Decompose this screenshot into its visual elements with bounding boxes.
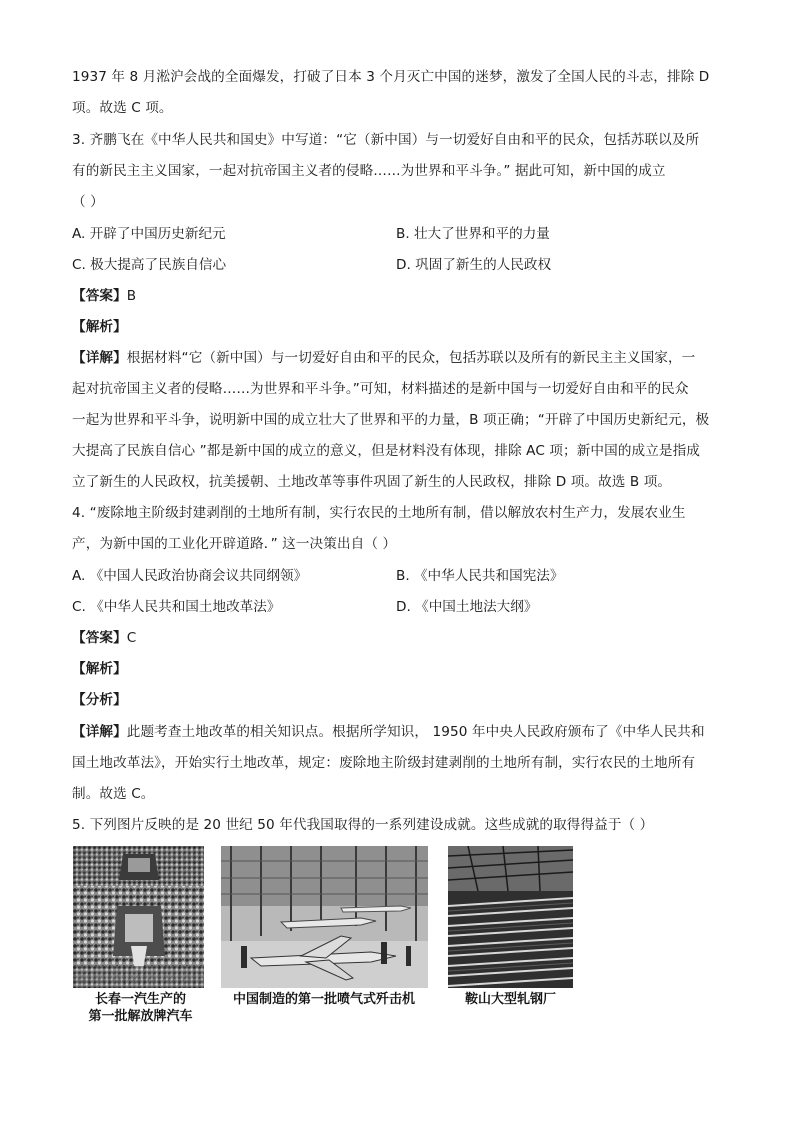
q3-option-b: B. 壮大了世界和平的力量	[396, 226, 550, 242]
photo-caption	[216, 991, 432, 1008]
detail-text: 国土地改革法》，开始实行土地改革，规定：废除地主阶级封建剥削的土地所有制，实行农民的土地所有	[72, 755, 696, 771]
photo-caption	[73, 991, 208, 1025]
caption-line: 长春一汽生产的	[94, 992, 186, 1007]
detail-text: 此题考查土地改革的相关知识点。根据所学知识， 1950 年中央人民政府颁布了《中华人民共和	[126, 724, 705, 740]
detail-text: 起对抗帝国主义者的侵略……为世界和平斗争。”可知，材料描述的是新中国与一切爱好自由和平的民众	[72, 381, 689, 397]
q3-option-a: A. 开辟了中国历史新纪元	[72, 226, 226, 242]
jet-photo-image	[221, 846, 428, 988]
question-4-stem: 产，为新中国的工业化开辟道路．” 这一决策出自（ ）	[72, 536, 397, 552]
detail-text: 立了新生的人民政权，抗美援朝、土地改革等事件巩固了新生的人民政权，排除 D 项。故选 B 项。	[72, 474, 672, 490]
crowd-photo-image	[73, 846, 204, 988]
question-5-stem: 5. 下列图片反映的是 20 世纪 50 年代我国取得的一系列建设成就。这些成就的取得得益于（ ）	[72, 817, 654, 833]
detail-tag: 【详解】	[72, 350, 127, 366]
caption-line: 第一批解放牌汽车	[88, 1009, 193, 1024]
answer-tag: 【答案】	[72, 630, 127, 646]
answer-value: B	[126, 288, 137, 304]
text-line: 1937 年 8 月淞沪会战的全面爆发，打破了日本 3 个月灭亡中国的迷梦，激发了全国人民的斗志，排除 D	[72, 69, 710, 85]
detail-text: 制。故选 C。	[72, 786, 155, 802]
answer-blank: （ ）	[72, 194, 104, 210]
q3-option-c: C. 极大提高了民族自信心	[72, 257, 227, 273]
q4-fenxi-tag	[72, 690, 722, 710]
detail-text: 大提高了民族自信心 ”都是新中国的成立的意义，但是材料没有体现，排除 AC 项；新中国的成立是指成	[72, 443, 700, 459]
answer-tag: 【答案】	[72, 288, 127, 304]
q4-answer	[72, 628, 722, 648]
caption-line: 鞍山大型轧钢厂	[464, 992, 556, 1007]
q4-option-c: C. 《中华人民共和国土地改革法》	[72, 599, 281, 615]
question-3-stem: 3. 齐鹏飞在《中华人民共和国史》中写道：“它（新中国）与一切爱好自由和平的民众，包括苏联以及所	[72, 132, 700, 148]
q3-analysis-tag	[72, 317, 722, 337]
analysis-tag: 【解析】	[72, 661, 127, 677]
q3-answer	[72, 286, 722, 306]
question-3-stem: 有的新民主主义国家，一起对抗帝国主义者的侵略……为世界和平斗争。” 据此可知，新中国的成立	[72, 163, 666, 179]
detail-tag: 【详解】	[72, 724, 127, 740]
photo-crowd-trucks	[73, 846, 204, 988]
q4-option-d: D. 《中国土地法大纲》	[396, 599, 538, 615]
photo-steel-mill	[448, 846, 573, 988]
photo-jet-fighters	[221, 846, 428, 988]
text-line: 项。故选 C 项。	[72, 100, 173, 116]
q3-option-d: D. 巩固了新生的人民政权	[396, 257, 552, 273]
answer-value: C	[126, 630, 137, 646]
question-4-stem: 4. “废除地主阶级封建剥削的土地所有制，实行农民的土地所有制，借以解放农村生产力，发展农业生	[72, 505, 686, 521]
q4-option-a: A. 《中国人民政治协商会议共同纲领》	[72, 568, 308, 584]
detail-text: 一起为世界和平斗争，说明新中国的成立壮大了世界和平的力量，B 项正确；“开辟了中国历史新纪元，极	[72, 412, 710, 428]
q4-analysis-tag	[72, 659, 722, 679]
detail-text: 根据材料“它（新中国）与一切爱好自由和平的民众，包括苏联以及所有的新民主主义国家，一	[126, 350, 696, 366]
q4-option-b: B. 《中华人民共和国宪法》	[396, 568, 564, 584]
fenxi-tag: 【分析】	[72, 692, 127, 708]
analysis-tag: 【解析】	[72, 319, 127, 335]
steel-mill-photo-image	[448, 846, 573, 988]
photo-caption	[448, 991, 573, 1008]
caption-line: 中国制造的第一批喷气式歼击机	[232, 992, 415, 1007]
q4-detail	[72, 722, 722, 742]
q3-detail	[72, 348, 722, 368]
